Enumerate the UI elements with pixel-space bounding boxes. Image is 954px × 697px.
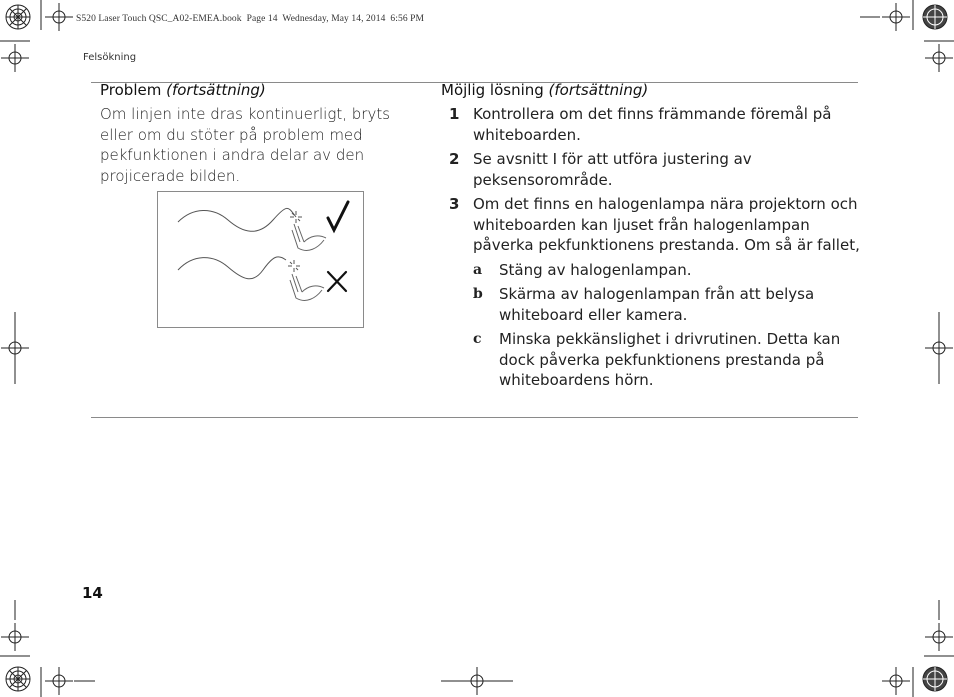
hand-icon [292,224,326,250]
substep-text: Minska pekkänslighet i drivrutinen. Detta kan dock påverka pekfunktionens prestanda på whiteboardens hörn. [499,330,841,389]
hand-icon [290,274,324,300]
step-text: Se avsnitt I för att utföra justering av peksensorområde. [473,150,752,189]
substep-text: Stäng av halogenlampan. [499,260,692,279]
crosshair-icon [925,334,953,362]
broken-line [178,257,286,279]
substep-letter: c [473,331,482,347]
crosshair-icon [1,44,29,72]
solution-steps [441,104,861,395]
step-text: Om det finns en halogenlampa nära projektorn och whiteboarden kan ljuset från halogenlampan påverka pekfunktionens prestanda. Om så är fallet, [473,195,860,254]
problem-column-header [100,81,266,99]
pen-stroke-illustration [157,191,364,328]
starburst-icon [923,5,947,29]
problem-description: Om linjen inte dras kontinuerligt, bryts eller om du stöter på problem med pekfunktionen i andra delar av den projicerade bilden. [100,105,391,185]
list-item [441,104,861,145]
list-item [441,260,861,281]
list-item [441,149,861,190]
problem-header-continued: (fortsättning) [166,81,266,99]
check-icon [328,202,348,230]
solution-header-continued: (fortsättning) [548,81,649,99]
sparkle-icon [288,260,300,272]
list-item [441,329,861,391]
crosshair-icon [45,667,73,695]
crosshair-icon [1,623,29,651]
print-slug-line: S520 Laser Touch QSC_A02-EMEA.book Page 14 Wednesday, May 14, 2014 6:56 PM [76,14,425,24]
step-number: 2 [449,150,460,168]
crosshair-icon [1,334,29,362]
step-text: Kontrollera om det finns främmande föremål på whiteboarden. [473,105,832,144]
problem-header-label: Problem [100,81,167,99]
starburst-icon [6,667,30,691]
starburst-icon [6,5,30,29]
crosshair-icon [463,667,491,695]
step-number: 1 [449,105,460,123]
solution-column-header [441,81,648,99]
substep-text: Skärma av halogenlampan från att belysa whiteboard eller kamera. [499,285,815,324]
list-item [441,194,861,256]
substep-letter: a [473,261,483,278]
running-head: Felsökning [83,52,137,63]
substep-letter: b [473,286,483,302]
crosshair-icon [925,623,953,651]
solution-header-label: Möjlig lösning [441,81,549,99]
table-bottom-rule [91,417,858,418]
starburst-icon [923,667,947,691]
cross-icon [328,272,346,291]
crosshair-icon [45,3,73,31]
list-item [441,284,861,325]
crosshair-icon [882,667,910,695]
crosshair-icon [925,44,953,72]
page-number: 14 [82,584,103,602]
crosshair-icon [882,3,910,31]
continuous-line [178,208,296,231]
step-number: 3 [449,195,460,213]
